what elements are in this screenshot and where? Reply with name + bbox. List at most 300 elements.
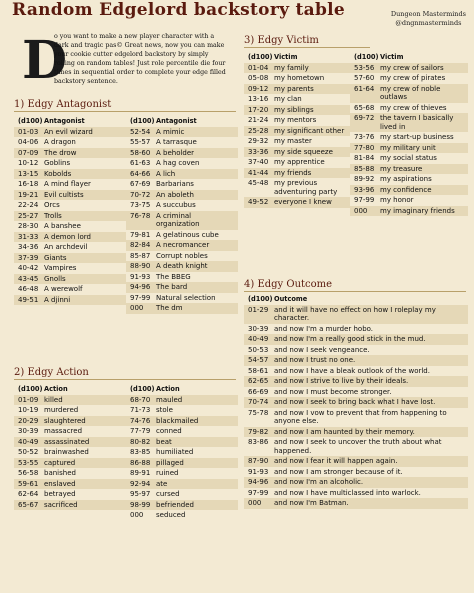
roll-column-header: (d100) [248,295,273,303]
outcome-row [244,467,468,478]
victim-table-left [244,52,350,208]
roll-range: 46-48 [18,285,39,293]
antagonist-row [14,211,126,222]
entry-text: and now I seek to uncover the truth about what happened. [274,438,442,455]
entry-text: An evil wizard [44,127,93,136]
antagonist-row [126,158,238,169]
label-column-header: Action [156,385,180,393]
roll-range: 52-54 [130,127,151,136]
label-column-header: Victim [380,53,404,61]
action-row [14,437,126,448]
outcome-row [244,355,468,366]
outcome-row [244,324,468,335]
entry-text: everyone I knew [274,198,332,206]
roll-range: 55-57 [130,138,151,146]
roll-range: 40-49 [18,437,39,446]
entry-text: my imaginary friends [380,206,455,215]
roll-range: 37-40 [248,158,269,166]
antagonist-row [126,169,238,180]
credit-handle: @dngnmasterminds [395,19,462,27]
antagonist-row [126,230,238,241]
action-row [126,437,238,448]
entry-text: and now I seek to bring back what I have lost. [274,398,436,406]
roll-range: 61-64 [354,84,375,93]
antagonist-table-right [126,116,238,314]
antagonist-header-row [126,116,238,127]
antagonist-row [126,272,238,283]
antagonist-row [126,200,238,211]
outcome-row [244,345,468,356]
entry-text: my honor [380,196,414,204]
entry-text: my hometown [274,74,325,82]
entry-text: my significant other [274,126,345,135]
antagonist-row [14,295,126,306]
roll-range: 30-39 [18,427,39,435]
entry-text: and now I must become stronger. [274,387,392,396]
roll-range: 58-60 [130,148,151,157]
victim-header-row [244,52,350,63]
entry-text: and now I'm Batman. [274,499,349,507]
roll-range: 49-52 [248,198,269,206]
victim-row [244,197,350,208]
entry-text: A succubus [156,201,196,209]
antagonist-row [14,253,126,264]
entry-text: and now I have multiclassed into warlock. [274,488,421,497]
entry-text: my aspirations [380,175,432,183]
label-column-header: Outcome [274,295,308,303]
action-row [126,447,238,458]
roll-range: 50-53 [248,345,269,354]
entry-text: A mind flayer [44,180,91,188]
victim-row [244,126,350,137]
entry-text: The bard [156,283,188,291]
action-table-right [126,384,238,521]
action-row [126,426,238,437]
antagonist-row [126,148,238,159]
entry-text: A death knight [156,262,208,270]
roll-range: 83-86 [248,438,269,446]
victim-row [350,103,468,114]
entry-text: ate [156,479,168,488]
roll-range: 77-80 [354,143,375,152]
outcome-row [244,366,468,377]
entry-text: A banshee [44,222,81,230]
entry-text: Goblins [44,159,71,167]
entry-text: and now I'm an alcoholic. [274,478,364,486]
outcome-header-row [244,294,468,305]
entry-text: ruined [156,469,179,477]
entry-text: A demon lord [44,232,91,241]
entry-text: seduced [156,511,186,519]
victim-row [350,174,468,185]
entry-text: Barbarians [156,180,194,188]
entry-text: and it will have no effect on how I roleplay my character. [274,305,436,322]
roll-range: 89-91 [130,469,151,477]
roll-range: 34-36 [18,243,39,251]
entry-text: A dragon [44,138,76,146]
entry-text: A necromancer [156,241,210,249]
roll-range: 74-76 [130,416,151,425]
antagonist-row [126,282,238,293]
entry-text: my family [274,63,309,72]
entry-text: befriended [156,500,194,509]
victim-row [350,113,468,132]
entry-text: my confidence [380,185,432,194]
victim-row [244,84,350,95]
roll-column-header: (d100) [248,53,273,61]
roll-range: 10-19 [18,406,39,414]
roll-range: 01-03 [18,127,39,136]
entry-text: Corrupt nobles [156,251,208,260]
outcome-row [244,498,468,509]
roll-range: 10-12 [18,159,39,167]
roll-range: 33-36 [248,147,269,156]
entry-text: and now I fear it will happen again. [274,457,398,465]
roll-range: 73-75 [130,201,151,209]
roll-range: 61-63 [130,159,151,167]
entry-text: assassinated [44,437,90,446]
entry-text: The dm [156,304,183,312]
roll-range: 65-67 [18,500,39,509]
victim-row [350,63,468,74]
entry-text: and now I'm a really good stick in the mud. [274,335,426,343]
antagonist-row [126,293,238,304]
outcome-row [244,408,468,427]
victim-row [350,195,468,206]
roll-range: 89-92 [354,175,375,183]
entry-text: cursed [156,490,180,498]
action-row [14,489,126,500]
antagonist-row [14,200,126,211]
roll-range: 21-24 [248,116,269,124]
antagonist-row [126,251,238,262]
roll-range: 01-09 [18,395,39,404]
antagonist-row [14,190,126,201]
entry-text: Natural selection [156,293,216,302]
entry-text: my siblings [274,105,314,114]
action-row [126,468,238,479]
roll-range: 07-09 [18,148,39,157]
roll-range: 79-81 [130,230,151,239]
antagonist-row [14,127,126,138]
antagonist-row [14,221,126,232]
roll-range: 13-16 [248,95,269,103]
document-title: Random Edgelord backstory table [12,0,346,20]
label-column-header: Victim [274,53,298,61]
antagonist-row [14,179,126,190]
roll-range: 31-33 [18,232,39,241]
roll-range: 04-06 [18,138,39,146]
entry-text: The drow [44,148,77,157]
roll-range: 37-39 [18,253,39,262]
roll-range: 45-48 [248,179,269,187]
outcome-row [244,477,468,488]
entry-text: betrayed [44,490,76,498]
roll-range: 40-49 [248,335,269,343]
entry-text: the tavern I basically lived in [380,114,454,131]
entry-text: brainwashed [44,448,89,456]
roll-range: 49-51 [18,295,39,304]
outcome-row [244,488,468,499]
action-row [126,489,238,500]
entry-text: and now I'm a murder hobo. [274,324,374,333]
roll-range: 80-82 [130,437,151,446]
roll-range: 01-29 [248,305,269,314]
roll-range: 41-44 [248,168,269,177]
roll-range: 88-90 [130,262,151,270]
roll-range: 85-87 [130,251,151,260]
roll-range: 40-42 [18,264,39,272]
action-row [14,405,126,416]
outcome-row [244,387,468,398]
outcome-table [244,294,468,509]
roll-range: 91-93 [248,467,269,476]
roll-range: 91-93 [130,272,151,281]
entry-text: blackmailed [156,416,199,425]
entry-text: A mimic [156,127,185,136]
roll-range: 13-15 [18,169,39,178]
outcome-row [244,305,468,324]
victim-row [244,115,350,126]
antagonist-row [14,148,126,159]
outcome-section-title: 4) Edgy Outcome [244,281,466,292]
victim-table-right [350,52,468,216]
entry-text: killed [44,395,63,404]
entry-text: my previous adventuring party [274,179,338,196]
action-row [126,405,238,416]
roll-range: 62-64 [18,490,39,498]
entry-text: A hag coven [156,159,200,167]
victim-row [244,94,350,105]
victim-row [350,143,468,154]
drop-cap: D [22,30,68,91]
credit-name: Dungeon Masterminds [390,10,466,18]
entry-text: and now I vow to prevent that from happening to anyone else. [274,408,447,425]
outcome-row [244,427,468,438]
entry-text: A beholder [156,148,195,157]
roll-range: 92-94 [130,479,151,488]
roll-range: 67-69 [130,180,151,188]
roll-range: 81-84 [354,154,375,162]
roll-range: 43-45 [18,274,39,283]
action-table-left [14,384,126,510]
victim-row [350,132,468,143]
action-row [14,479,126,490]
roll-range: 71-73 [130,406,151,414]
action-row [14,458,126,469]
entry-text: my crew of thieves [380,103,447,112]
roll-range: 000 [354,206,368,215]
roll-range: 86-88 [130,458,151,467]
entry-text: A criminal organization [156,211,200,228]
antagonist-section-title: 1) Edgy Antagonist [14,101,236,112]
roll-range: 57-60 [354,74,375,82]
roll-range: 54-57 [248,356,269,364]
action-header-row [14,384,126,395]
roll-range: 22-24 [18,201,39,209]
roll-column-header: (d100) [18,385,43,393]
entry-text: and now I seek vengeance. [274,345,370,354]
action-section-title: 2) Edgy Action [14,369,236,380]
victim-row [350,84,468,103]
entry-text: A djinni [44,295,71,304]
entry-text: my treasure [380,164,423,173]
roll-range: 68-70 [130,395,151,404]
roll-range: 94-96 [248,478,269,486]
antagonist-row [14,137,126,148]
entry-text: my crew of pirates [380,74,446,82]
entry-text: A werewolf [44,285,83,293]
antagonist-row [126,190,238,201]
entry-text: and now I am haunted by their memory. [274,427,415,436]
roll-range: 69-72 [354,114,375,122]
roll-range: 56-58 [18,469,39,477]
action-row [126,510,238,521]
roll-range: 58-61 [248,366,269,375]
victim-row [350,164,468,175]
entry-text: and now I have a bleak outlook of the world. [274,366,430,375]
outcome-row [244,376,468,387]
roll-range: 53-56 [354,63,375,72]
entry-text: my social status [380,154,437,162]
roll-range: 01-04 [248,63,269,72]
roll-range: 29-32 [248,137,269,145]
roll-range: 98-99 [130,500,151,509]
roll-range: 79-82 [248,427,269,436]
entry-text: Evil cultists [44,190,84,199]
roll-range: 62-65 [248,377,269,385]
entry-text: my clan [274,95,302,103]
entry-text: A tarrasque [156,138,197,146]
victim-row [244,157,350,168]
roll-range: 82-84 [130,241,151,249]
roll-range: 77-79 [130,427,151,435]
roll-range: 16-18 [18,180,39,188]
entry-text: humiliated [156,448,194,456]
roll-range: 28-30 [18,222,39,230]
antagonist-row [14,274,126,285]
roll-range: 09-12 [248,84,269,93]
roll-range: 94-96 [130,283,151,291]
label-column-header: Antagonist [156,117,197,125]
roll-column-header: (d100) [354,53,379,61]
antagonist-row [126,211,238,230]
roll-range: 65-68 [354,103,375,112]
action-row [14,468,126,479]
action-row [14,426,126,437]
outcome-row [244,437,468,456]
entry-text: Orcs [44,201,60,209]
roll-range: 19-21 [18,190,39,199]
entry-text: Trolls [44,211,62,220]
victim-row [350,73,468,84]
antagonist-header-row [14,116,126,127]
roll-range: 66-69 [248,387,269,396]
roll-range: 70-74 [248,398,269,406]
entry-text: my military unit [380,143,436,152]
roll-range: 05-08 [248,74,269,82]
entry-text: sacrificed [44,500,78,509]
entry-text: conned [156,427,182,435]
roll-range: 97-99 [248,488,269,497]
roll-range: 97-99 [130,293,151,302]
antagonist-row [126,137,238,148]
roll-range: 59-61 [18,479,39,488]
roll-range: 30-39 [248,324,269,333]
action-row [14,395,126,406]
action-row [14,447,126,458]
roll-range: 87-90 [248,457,269,465]
action-row [126,479,238,490]
roll-column-header: (d100) [130,385,155,393]
antagonist-row [14,263,126,274]
antagonist-row [14,232,126,243]
entry-text: my friends [274,168,312,177]
roll-range: 97-99 [354,196,375,204]
entry-text: An aboleth [156,190,194,199]
entry-text: Gnolls [44,274,66,283]
roll-range: 95-97 [130,490,151,498]
roll-range: 85-88 [354,164,375,173]
entry-text: my crew of sailors [380,63,444,72]
roll-range: 73-76 [354,133,375,141]
entry-text: The BBEG [156,272,191,281]
roll-range: 76-78 [130,211,151,220]
roll-range: 53-55 [18,458,39,467]
action-row [126,458,238,469]
roll-range: 25-28 [248,126,269,135]
entry-text: massacred [44,427,83,435]
roll-range: 20-29 [18,416,39,425]
roll-range: 83-85 [130,448,151,456]
roll-range: 000 [248,499,262,507]
action-row [126,416,238,427]
roll-range: 000 [130,304,144,312]
entry-text: Kobolds [44,169,72,178]
roll-range: 17-20 [248,105,269,114]
roll-range: 64-66 [130,169,151,178]
outcome-row [244,334,468,345]
roll-range: 50-52 [18,448,39,456]
entry-text: pillaged [156,458,184,467]
victim-header-row [350,52,468,63]
antagonist-row [14,169,126,180]
entry-text: and now I trust no one. [274,356,356,364]
entry-text: slaughtered [44,416,86,425]
entry-text: my start-up business [380,133,454,141]
victim-row [244,178,350,197]
entry-text: A gelatinous cube [156,230,219,239]
entry-text: Giants [44,253,67,262]
victim-row [244,73,350,84]
intro-text: o you want to make a new player character with a dark and tragic pas© Great news, now you can make your cookie cutter edgelord backstory by simply rolling on random tables! Just role percentile die four times in sequential order to complete your edge filled backstory sentence. [54,33,226,85]
roll-range: 70-72 [130,190,151,199]
antagonist-row [126,127,238,138]
entry-text: and now I am stronger because of it. [274,467,403,476]
antagonist-row [126,303,238,314]
roll-range: 75-78 [248,408,269,417]
entry-text: my apprentice [274,158,325,166]
entry-text: my parents [274,84,314,93]
entry-text: An archdevil [44,243,88,251]
antagonist-row [14,158,126,169]
entry-text: enslaved [44,479,76,488]
roll-column-header: (d100) [18,117,43,125]
antagonist-row [14,284,126,295]
victim-row [244,168,350,179]
outcome-row [244,397,468,408]
action-row [126,500,238,511]
